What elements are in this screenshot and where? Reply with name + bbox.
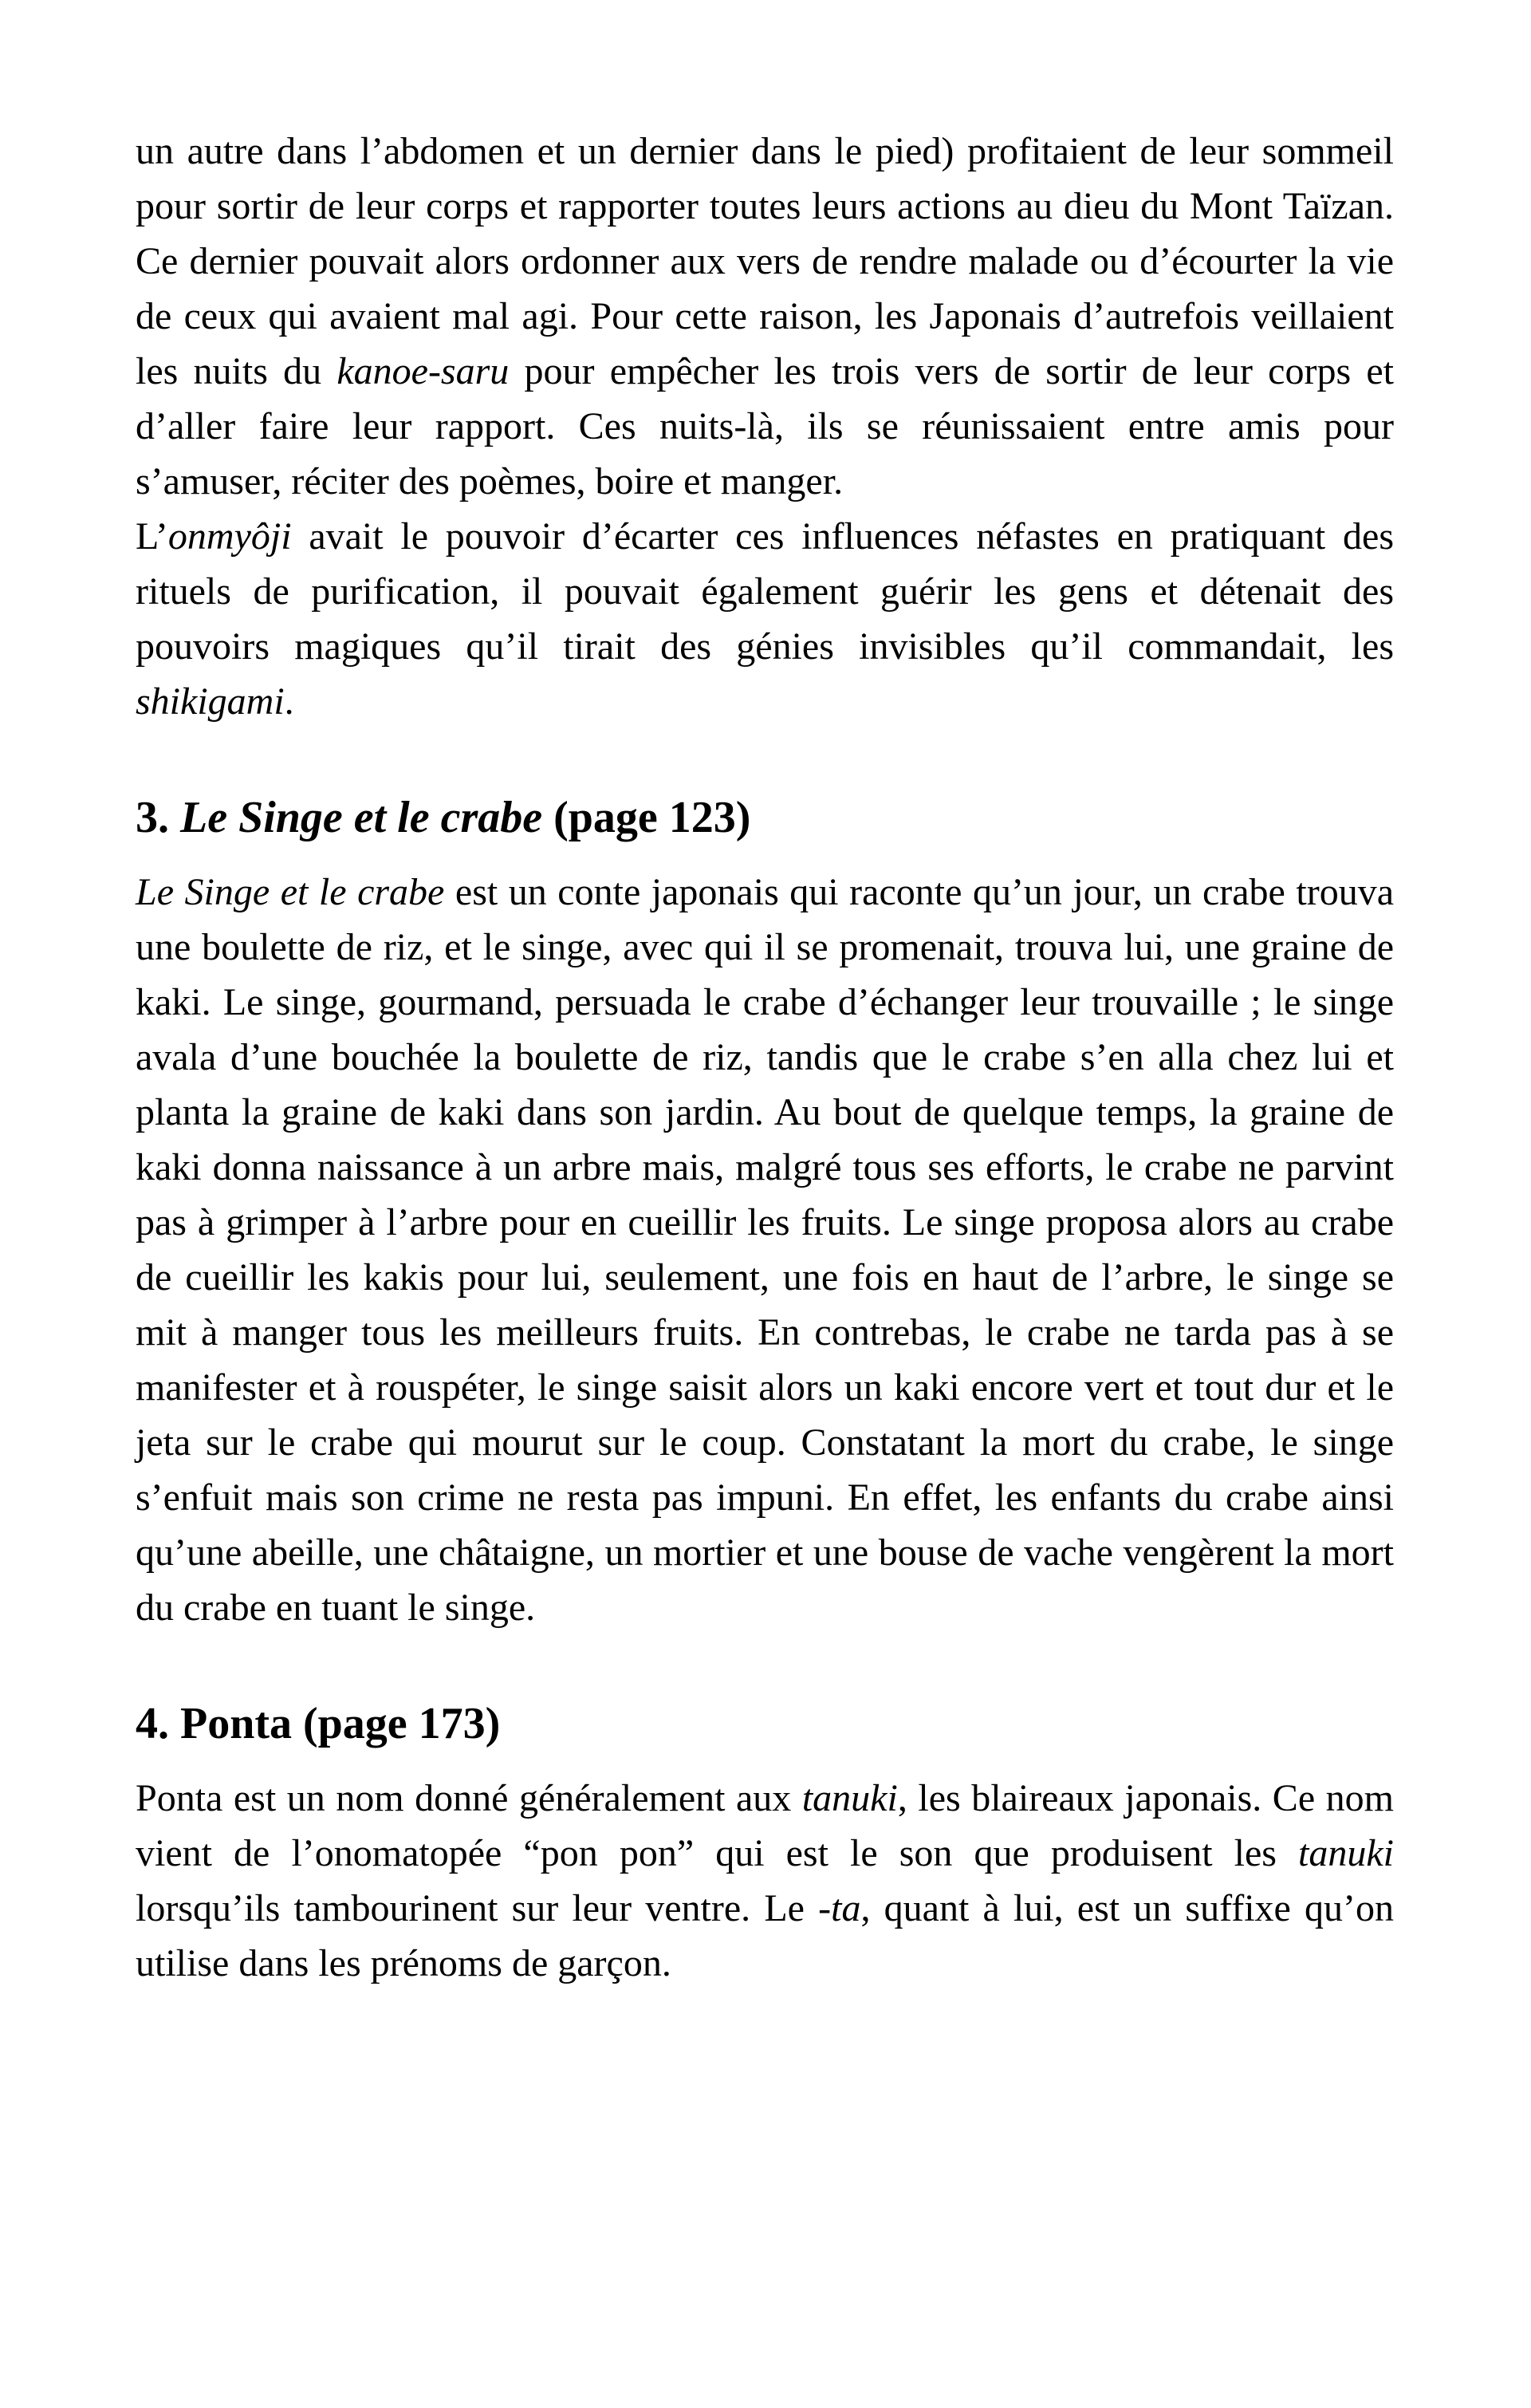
text-run-italic: shikigami	[136, 680, 285, 723]
paragraph-singe-et-crabe	[136, 865, 1394, 1635]
text-run: (page 123)	[542, 793, 751, 842]
section-heading-singe-et-crabe	[136, 790, 1394, 845]
text-run-italic: onmyôji	[167, 515, 292, 558]
book-page	[136, 124, 1394, 1991]
text-run: 4. Ponta (page 173)	[136, 1699, 501, 1748]
text-run: 3.	[136, 793, 180, 842]
text-run-italic: -ta	[818, 1887, 861, 1929]
text-run: avait le pouvoir d’écarter ces influences néfastes en pratiquant des rituels de purification, il pouvait également guérir les gens et détenait des pouvoirs magiques qu’il tirait des génies invisibles qu’il commandait, les	[136, 515, 1394, 668]
text-run: pour empêcher les trois vers de sortir de leur corps et d’aller faire leur rapport. Ces nuits-là, ils se réunissaient entre amis pour s’amuser, réciter des poèmes, boire et manger.	[136, 350, 1394, 502]
text-run: Ponta est un nom donné généralement aux	[136, 1777, 802, 1819]
text-run: , les blaireaux japonais. Ce nom vient de l’onomatopée “pon pon” qui est le son que produisent les	[136, 1777, 1394, 1874]
text-run: , quant à lui, est un suffixe qu’on utilise dans les prénoms de garçon.	[136, 1887, 1394, 1984]
text-run: un autre dans l’abdomen et un dernier dans le pied) profitaient de leur sommeil pour sortir de leur corps et rapporter toutes leurs actions au dieu du Mont Taïzan. Ce dernier pouvait alors ordonner aux vers de rendre malade ou d’écourter la vie de ceux qui avaient mal agi. Pour cette raison, les Japonais d’autrefois veillaient les nuits du	[136, 130, 1394, 392]
paragraph-ponta	[136, 1771, 1394, 1991]
text-run-italic: tanuki	[1298, 1832, 1394, 1874]
text-run: est un conte japonais qui raconte qu’un jour, un crabe trouva une boulette de riz, et le singe, avec qui il se promenait, trouva lui, une graine de kaki. Le singe, gourmand, persuada le crabe d’échanger leur trouvaille ; le singe avala d’une bouchée la boulette de riz, tandis que le crabe s’en alla chez lui et planta la graine de kaki dans son jardin. Au bout de quelque temps, la graine de kaki donna naissance à un arbre mais, malgré tous ses efforts, le crabe ne parvint pas à grimper à l’arbre pour en cueillir les fruits. Le singe proposa alors au crabe de cueillir les kakis pour lui, seulement, une fois en haut de l’arbre, le singe se mit à manger tous les meilleurs fruits. En contrebas, le crabe ne tarda pas à se manifester et à rouspéter, le singe saisit alors un kaki encore vert et tout dur et le jeta sur le crabe qui mourut sur le coup. Constatant la mort du crabe, le singe s’enfuit mais son crime ne resta pas impuni. En effet, les enfants du crabe ainsi qu’une abeille, une châtaigne, un mortier et une bouse de vache vengèrent la mort du crabe en tuant le singe.	[136, 871, 1395, 1629]
text-run: .	[284, 680, 294, 723]
text-run-italic: kanoe-saru	[337, 350, 510, 392]
text-run: L’	[136, 515, 168, 558]
section-heading-ponta	[136, 1696, 1394, 1752]
text-run-italic: Le Singe et le crabe	[180, 793, 543, 842]
text-run-italic: Le Singe et le crabe	[136, 871, 445, 913]
paragraph-kanoe-saru	[136, 124, 1394, 509]
text-run: lorsqu’ils tambourinent sur leur ventre. Le	[136, 1887, 819, 1929]
paragraph-onmyoji	[136, 509, 1394, 729]
text-run-italic: tanuki	[801, 1777, 898, 1819]
